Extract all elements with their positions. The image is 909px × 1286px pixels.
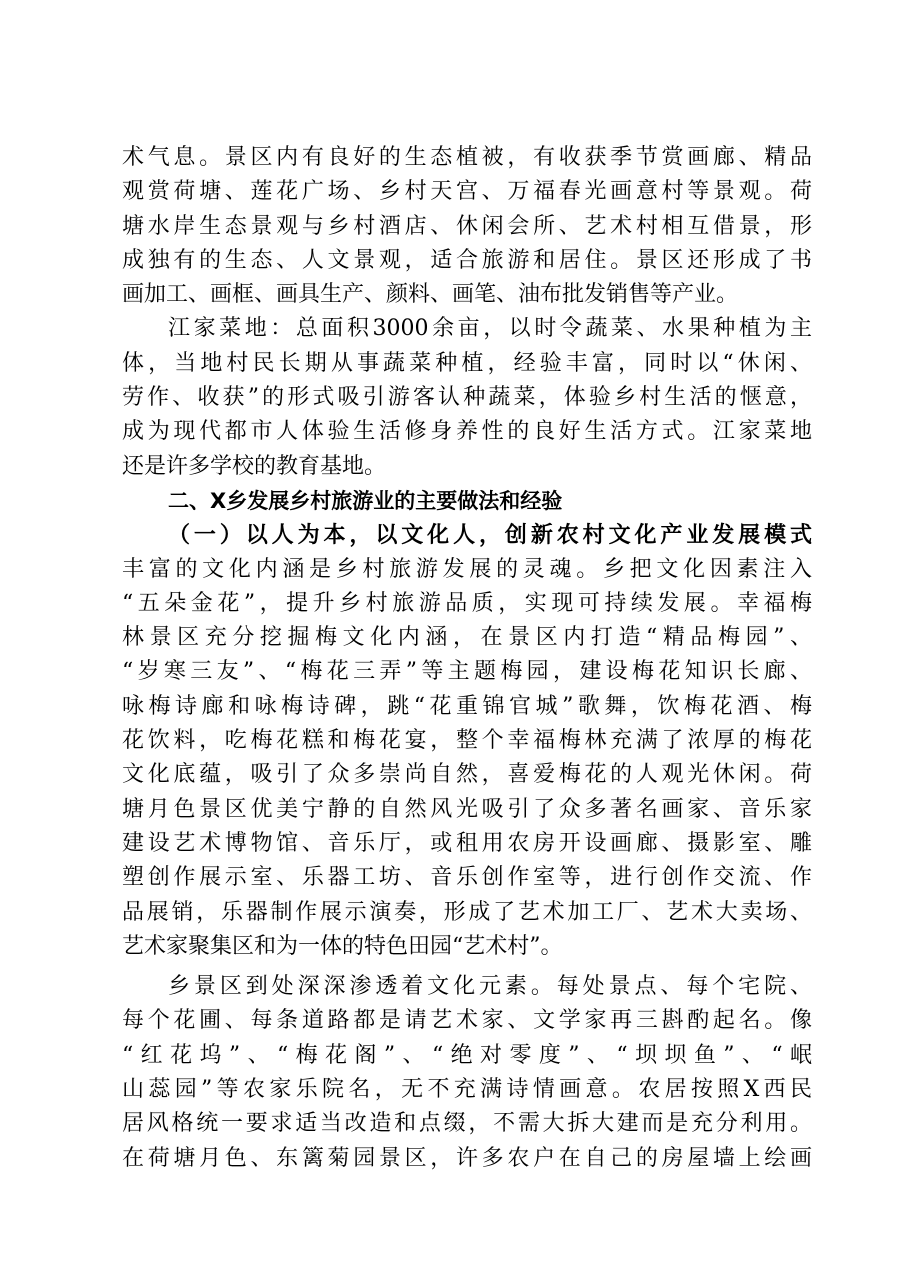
text-line: 画加工、画框、画具生产、颜料、画笔、油布批发销售等产业。	[122, 282, 739, 308]
text-line: 文化底蕴，吸引了众多崇尚自然，喜爱梅花的人观光休闲。荷	[122, 762, 812, 788]
text-line: 塘水岸生态景观与乡村酒店、休闲会所、艺术村相互借景，形	[122, 213, 812, 239]
text-line: 丰富的文化内涵是乡村旅游发展的灵魂。乡把文化因素注入	[122, 556, 812, 582]
text-line: 观赏荷塘、莲花广场、乡村天宫、万福春光画意村等景观。荷	[122, 179, 812, 205]
text-line: 咏梅诗廊和咏梅诗碑，跳“花重锦官城”歌舞，饮梅花酒、梅	[122, 693, 812, 719]
text-line: 术气息。景区内有良好的生态植被，有收获季节赏画廊、精品	[122, 145, 812, 170]
text-line: 每个花圃、每条道路都是请艺术家、文学家再三斟酌起名。像	[122, 1008, 812, 1034]
text-line: 建设艺术博物馆、音乐厅，或租用农房开设画廊、摄影室、雕	[122, 830, 812, 856]
text-line: 居风格统一要求适当改造和点缀，不需大拆大建而是充分利用。	[122, 1111, 812, 1137]
text-line: 成为现代都市人体验生活修身养性的良好生活方式。江家菜地	[122, 419, 812, 445]
text-line: 品展销，乐器制作展示演奏，形成了艺术加工厂、艺术大卖场、	[122, 899, 812, 925]
text-line: 山蕊园”等农家乐院名，无不充满诗情画意。农居按照X西民	[122, 1077, 812, 1103]
text-line: 花饮料，吃梅花糕和梅花宴，整个幸福梅林充满了浓厚的梅花	[122, 728, 812, 754]
text-line: “五朵金花”，提升乡村旅游品质，实现可持续发展。幸福梅	[122, 590, 812, 616]
section-heading: 二、X乡发展乡村旅游业的主要做法和经验	[168, 488, 563, 513]
text-line: 艺术家聚集区和为一体的特色田园“艺术村”。	[122, 933, 563, 959]
text-line: 在荷塘月色、东篱菊园景区，许多农户在自己的房屋墙上绘画	[122, 1145, 812, 1171]
text-line: 林景区充分挖掘梅文化内涵，在景区内打造“精品梅园”、	[122, 625, 812, 651]
text-line: 塑创作展示室、乐器工坊、音乐创作室等，进行创作交流、作	[122, 865, 812, 891]
text-line: 劳作、收获”的形式吸引游客认种蔬菜，体验乡村生活的惬意，	[122, 385, 812, 411]
text-line: 塘月色景区优美宁静的自然风光吸引了众多著名画家、音乐家	[122, 796, 812, 822]
text-line: 体，当地村民长期从事蔬菜种植，经验丰富，同时以“休闲、	[122, 350, 812, 376]
text-line: “岁寒三友”、“梅花三弄”等主题梅园，建设梅花知识长廊、	[122, 659, 812, 685]
text-line: 江家菜地：总面积3000余亩，以时令蔬菜、水果种植为主	[168, 316, 812, 342]
text-line: 成独有的生态、人文景观，适合旅游和居住。景区还形成了书	[122, 247, 812, 273]
subsection-heading: （一）以人为本，以文化人，创新农村文化产业发展模式	[168, 522, 812, 549]
document-body	[122, 141, 812, 1176]
text-line: 还是许多学校的教育基地。	[122, 453, 387, 479]
text-line: “红花坞”、“梅花阁”、“绝对零度”、“坝坝鱼”、“岷	[122, 1042, 812, 1068]
text-line: 乡景区到处深深渗透着文化元素。每处景点、每个宅院、	[168, 974, 812, 1000]
